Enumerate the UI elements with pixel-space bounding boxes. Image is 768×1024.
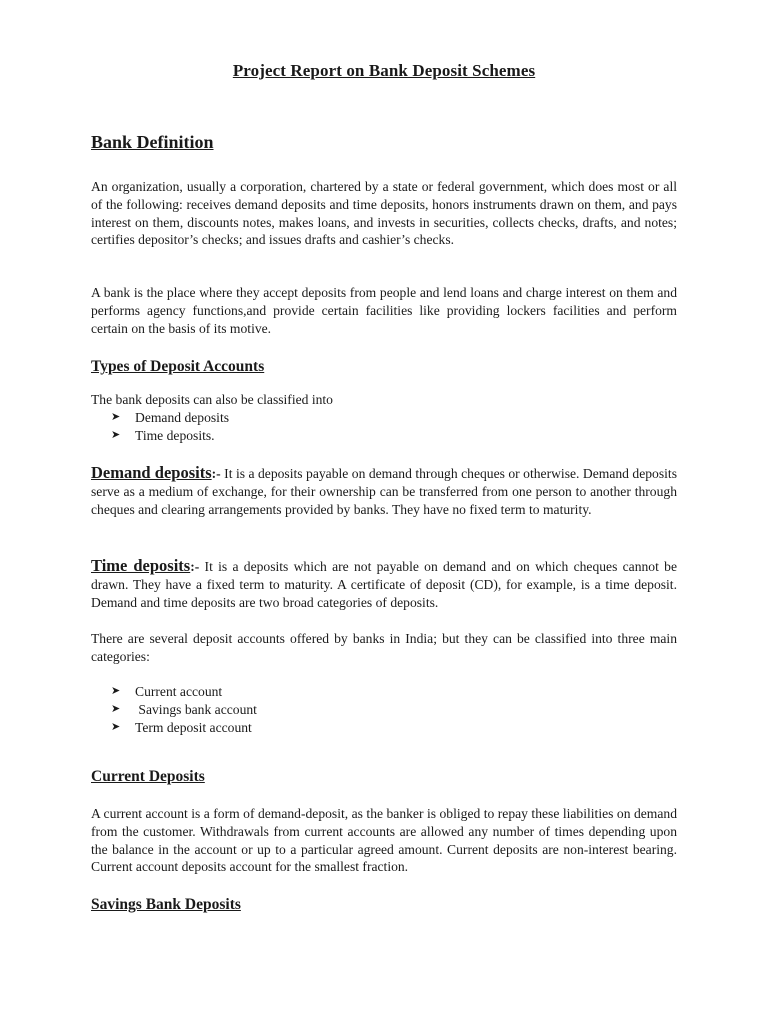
paragraph-time-deposits <box>91 557 677 611</box>
list-item <box>111 683 257 701</box>
types-intro <box>91 391 677 409</box>
arrow-bullet-icon: ➤ <box>111 685 121 697</box>
arrow-bullet-icon: ➤ <box>111 411 121 423</box>
list-item <box>111 409 229 427</box>
list-item-label: Savings bank account <box>135 701 257 717</box>
arrow-bullet-icon: ➤ <box>111 702 121 715</box>
paragraph-bank-definition <box>91 178 677 249</box>
heading-current-deposits: Current Deposits <box>91 768 205 785</box>
paragraph-text <box>91 557 677 611</box>
list-item-label: Demand deposits <box>135 410 230 425</box>
demand-text: It is a deposits payable on demand through cheques or otherwise. Demand deposits serve as a medium of exchange, for their ownership can be transferred from one person to another through cheques and clearing arrangements provided by banks. They have no fixed term to maturity. <box>91 466 677 517</box>
paragraph-text: A bank is the place where they accept deposits from people and lend loans and charge interest on them and performs agency functions,and provide certain facilities like providing lockers facilities and perform certain on the basis of its motive. <box>91 285 677 336</box>
paragraph-text: There are several deposit accounts offered by banks in India; but they can be classified into three main categories: <box>91 631 677 664</box>
document-title: Project Report on Bank Deposit Schemes <box>232 61 536 80</box>
separator: :- <box>211 466 221 481</box>
paragraph-categories <box>91 630 677 666</box>
list-item <box>111 701 257 719</box>
list-item <box>111 719 257 737</box>
paragraph-demand-deposits <box>91 464 677 518</box>
types-list <box>111 409 229 445</box>
inline-heading-time: Time deposits <box>91 556 191 575</box>
heading-bank-definition: Bank Definition <box>91 132 214 152</box>
list-item <box>111 427 229 445</box>
heading-types-of-deposit: Types of Deposit Accounts <box>91 358 265 375</box>
list-item-label: Term deposit account <box>135 719 252 735</box>
arrow-bullet-icon: ➤ <box>111 428 121 441</box>
time-text: It is a deposits which are not payable on demand and on which cheques cannot be drawn. They have a fixed term to maturity. A certificate of deposit (CD), for example, is a time deposit. Demand and time deposits are two broad categories of deposits. <box>91 559 677 610</box>
paragraph-text: An organization, usually a corporation, chartered by a state or federal government, which does most or all of the following: receives demand deposits and time deposits, honors instruments drawn on them, and pays interest on them, discounts notes, makes loans, and invests in securities, collects checks, drafts, and notes; certifies depositor’s checks; and issues drafts and cashier’s checks. <box>91 179 677 248</box>
paragraph-text <box>91 464 677 518</box>
list-item-label: Current account <box>135 684 223 699</box>
list-item-label: Time deposits. <box>135 427 215 443</box>
inline-heading-demand: Demand deposits <box>91 463 212 482</box>
categories-list <box>111 683 257 736</box>
paragraph-bank-description <box>91 284 677 337</box>
heading-savings-bank-deposits: Savings Bank Deposits <box>91 896 241 913</box>
paragraph-text: The bank deposits can also be classified into <box>91 392 333 407</box>
arrow-bullet-icon: ➤ <box>111 720 121 733</box>
paragraph-current-deposits <box>91 805 677 876</box>
paragraph-text: A current account is a form of demand-deposit, as the banker is obliged to repay these liabilities on demand from the customer. Withdrawals from current accounts are allowed any number of times depending upon the balance in the account or up to a particular agreed amount. Current deposits are non-interest bearing. Current account deposits account for the smallest fraction. <box>91 806 677 875</box>
separator: :- <box>190 559 200 574</box>
